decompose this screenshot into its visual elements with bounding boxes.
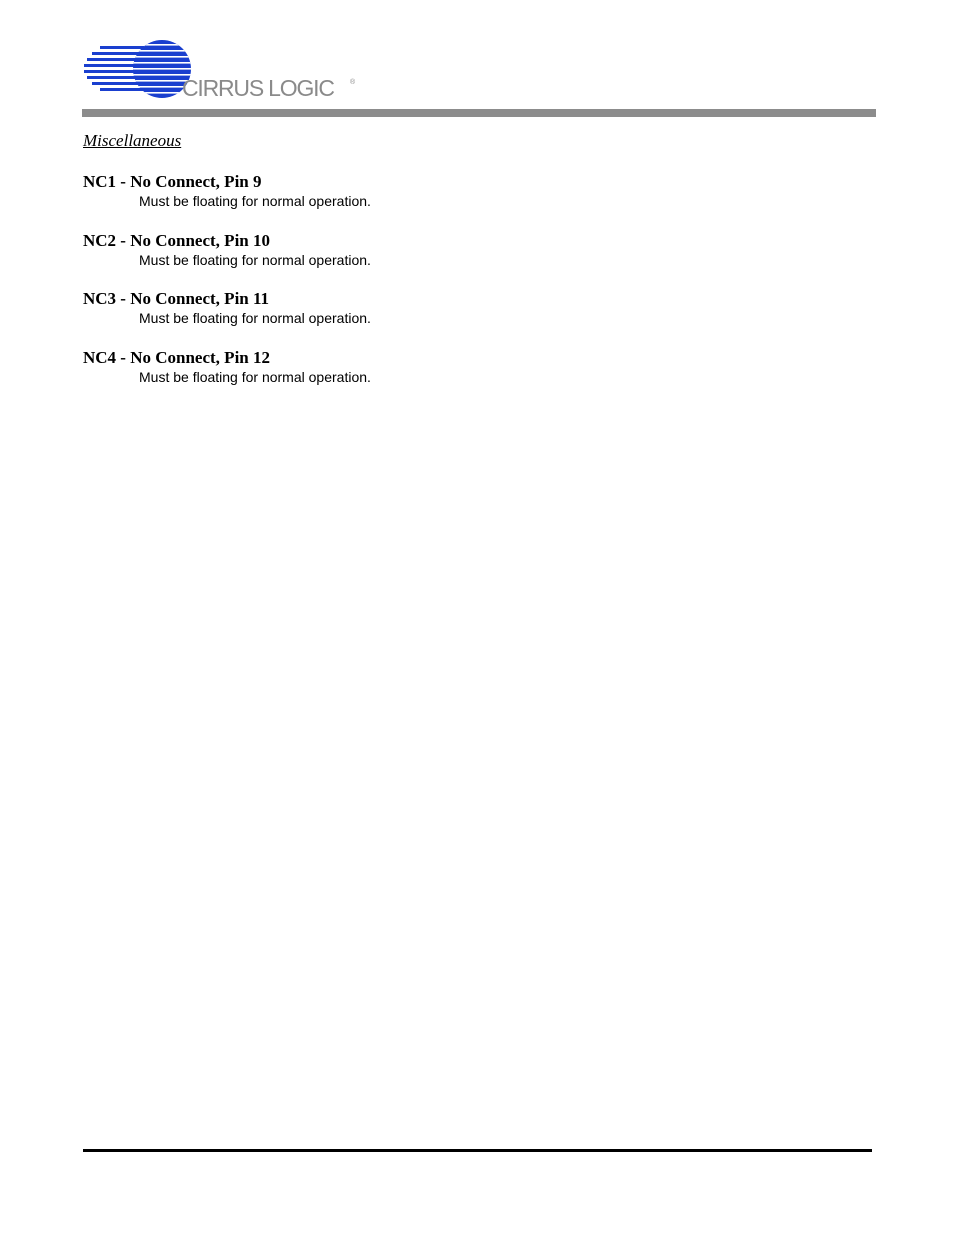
pin-entry-nc3	[83, 289, 863, 348]
pin-entry-nc1	[83, 172, 863, 231]
pin-description: Must be floating for normal operation.	[139, 193, 371, 209]
pin-description: Must be floating for normal operation.	[139, 251, 371, 268]
pin-title: NC4 - No Connect, Pin 12	[83, 347, 270, 367]
pin-title: NC3 - No Connect, Pin 11	[83, 289, 270, 308]
pin-description: Must be floating for normal operation.	[139, 368, 371, 385]
logo-wordmark: CIRRUS LOGIC	[182, 75, 334, 101]
cirrus-logic-logo	[84, 38, 364, 102]
pin-title: NC2 - No Connect, Pin 10	[83, 230, 270, 250]
pin-description: Must be floating for normal operation.	[139, 310, 371, 326]
pin-entry-nc4	[83, 348, 863, 407]
section-title: Miscellaneous	[83, 131, 182, 150]
pin-entry-nc2	[83, 231, 863, 290]
footer-rule	[83, 1149, 872, 1152]
pin-title: NC1 - No Connect, Pin 9	[83, 172, 262, 191]
header-rule	[82, 109, 876, 117]
pin-list	[83, 172, 863, 406]
logo-registered-mark: ®	[350, 79, 356, 86]
